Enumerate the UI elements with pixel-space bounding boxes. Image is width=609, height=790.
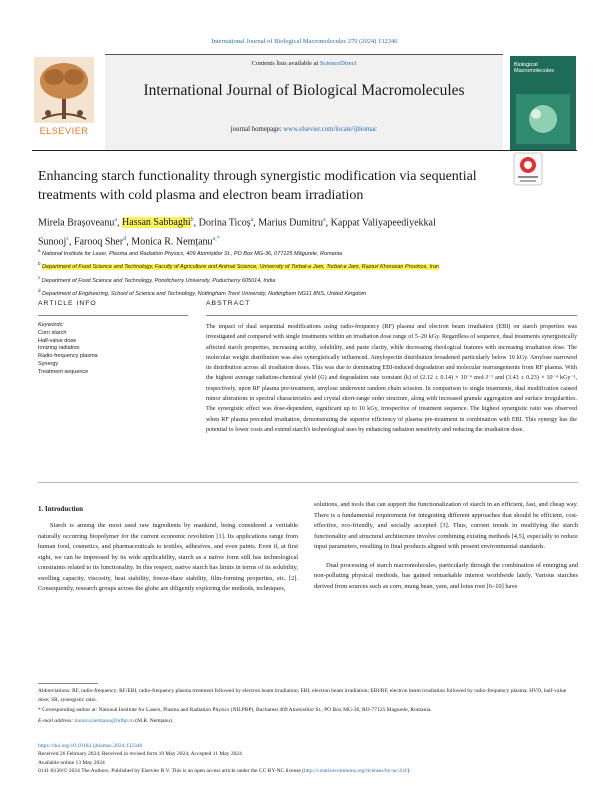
author-affiliation-marker[interactable]: a,* (212, 236, 220, 243)
affiliations (38, 246, 578, 299)
author-separator: , (117, 217, 123, 229)
license-prefix: 0141-8130/© 2024 The Authors. Published by Elsevier B.V. This is an open access article under the CC BY-NC license ( (38, 767, 305, 774)
affiliation-item (38, 259, 578, 272)
check-for-updates-icon[interactable] (513, 152, 543, 186)
received-dates: Received 26 February 2024; Received in revised form 10 May 2024; Accepted 11 May 2024 (38, 751, 242, 758)
affiliation-item (38, 273, 578, 286)
author-affiliation-marker[interactable]: d (123, 236, 127, 243)
author-separator: , (253, 217, 259, 229)
author-affiliation-marker[interactable]: c (66, 236, 70, 243)
abstract-text: The impact of dual sequential modifications using radio-frequency (RF) plasma and electron beam irradiation (EBI) on starch properties was investigated and compared with single treatments within an irradiation dose range of 5–20 kGy. Regardless of sequence, dual treatments synergistically affected starch properties, increasing acidity, solubility, and paste clarity, while decreasing rheological features with increasing irradiation dose. The molecular weight distribution was also synergistically influenced. Amylopectin distribution broadened particularly below 10 kGy. Amylose narrowed its distribution across all irradiation doses. This was due to dominating EBI-induced degradation and molecular rearrangements from RF plasma. With the highest average radiation-chemical yield (G) and degradation rate constant (k) of (2.12 ± 0.14) × 10⁻⁶ mol·J⁻¹ and (3.43 ± 0.23) × 10⁻⁴ kGy⁻¹, respectively, upon RF plasma pre-treatment, amylose underwent random chain scission. In comparison to single treatments, dual modification caused minor alterations in spectral characteristics and crystal short-range order structure, along with increased granule aggregation and surface irregularities. The synergistic effect was dose-dependent, significant up to 10 kGy, irrespective of treatment sequence. The highest synergistic ratio was observed when RF plasma preceded irradiation, demonstrating the superior efficiency of plasma pre-treatment in combination with EBI. This synergy has the potential to lower costs and extend starch's technological uses by enhancing radiation sensitivity and reducing the irradiation dose. (206, 324, 577, 433)
email-link[interactable]: monica.nemtanu@inflpr.ro (74, 717, 134, 724)
author-affiliation-marker[interactable]: a (250, 217, 254, 223)
introduction-heading: 1. Introduction (38, 505, 83, 513)
doi-link[interactable]: https://doi.org/10.1016/j.ijbiomac.2024.132346 (38, 743, 143, 749)
author-name[interactable]: Marius Dumitru (258, 217, 323, 229)
keywords-list (38, 330, 178, 376)
license-link[interactable]: http://creativecommons.org/licenses/by-nc/4.0/ (304, 767, 408, 774)
article-info-rule (38, 315, 188, 316)
abstract-rule (206, 315, 577, 316)
cover-graphic-icon (516, 94, 570, 144)
sciencedirect-link[interactable]: ScienceDirect (319, 60, 357, 67)
article-info-label: ARTICLE INFO (38, 300, 97, 307)
intro-paragraph-1-cont: solutions, and tools that can support the functionalization of starch in an efficient, fast, and cheap way. There is a fundamental requirement for integrating different approaches that should be efficient, cost-effective, eco-friendly, and socially accepted [3]. Thus, current trends in modifying the starch functionality and structural architecture involve combining existing methods [4,5], especially to reduce input parameters, resulting in final products aligned with present environmental standards. (314, 501, 578, 550)
footnotes (38, 687, 578, 727)
keyword-item: Treatment sequence (38, 368, 89, 375)
affiliation-item (38, 286, 578, 299)
homepage-prefix: journal homepage: (230, 126, 284, 133)
email-label: E-mail address: (38, 717, 75, 724)
body-column-right (314, 500, 578, 600)
journal-homepage-link[interactable]: www.elsevier.com/locate/ijbiomac (283, 126, 378, 133)
license-suffix: ). (407, 767, 411, 774)
journal-homepage-line (105, 126, 503, 133)
cover-title: Biological Macromolecules (514, 62, 555, 75)
intro-paragraph-1: Starch is among the most used raw ingredients by mankind, being considered a veritable naturally occurring biopolymer for the current economic revolution [1]. Its applications range from human food, cosmetics, and pharmaceuticals to textiles, adhesives, and even paints. Even if, at first sight, we can be impressed by its wide applicability, starch as a native form still has technological constraints related to its functionality. In this respect, native starch has limits in terms of its solubility, swelling capacity, viscosity, heat stability, freeze-thaw stability, film-forming properties, etc. [2]. Consequently, research groups across the globe are diligently exploring the methods, techniques, (38, 522, 298, 592)
author-list (38, 212, 468, 251)
affiliation-item (38, 246, 578, 259)
affiliation-marker: c (38, 274, 41, 280)
author-name[interactable]: Monica R. Nemțanu (131, 236, 213, 248)
abbreviations-footnote: Abbreviations: RF, radio-frequency; RF/EBI, radio-frequency plasma treatment followed by electron beam irradiation; EBI, electron beam irradiation; EBI/RF, electron beam irradiation followed by radio-frequency plasma; HVD, half-value dose; SR, synergistic ratio. (38, 688, 567, 703)
email-footnote (38, 717, 578, 726)
keyword-item: Ionizing radiation (38, 345, 80, 352)
journal-title: International Journal of Biological Macromolecules (143, 82, 465, 99)
keyword-item: Synergy (38, 360, 59, 367)
journal-citation[interactable]: International Journal of Biological Macromolecules 270 (2024) 132346 (211, 38, 398, 45)
contents-line (105, 60, 503, 67)
author-name[interactable]: Dorina Ticoș (198, 217, 251, 229)
keyword-item: Half-value dose (38, 337, 77, 344)
corresponding-author-footnote: * Corresponding author at: National Institute for Lasers, Plasma and Radiation Physics (NILPRP), Bucharest 409 Atomistilor St., PO Box MG-36, RO-77125 Magurele, Romania. (38, 707, 432, 713)
author-name[interactable]: Mirela Brașoveanu (38, 217, 115, 229)
affiliation-marker: a (38, 248, 41, 253)
author-separator: , (193, 217, 199, 229)
abstract-label: ABSTRACT (206, 300, 251, 307)
affiliation-text: Department of Engineering, School of Science and Technology, Nottingham Trent University, Nottingham NG11 8NS, United Kingdom (42, 290, 367, 297)
author-affiliation-marker[interactable]: a (114, 217, 118, 223)
body-column-left (38, 521, 298, 603)
abstract-bottom-rule (38, 482, 578, 483)
author-name[interactable]: Hassan Sabbaghi (122, 217, 191, 229)
keyword-item: Radio-frequency plasma (38, 353, 98, 360)
author-affiliation-marker[interactable]: b (190, 217, 194, 223)
email-suffix: (M.R. Nemțanu). (133, 717, 174, 724)
footnote-rule (38, 683, 98, 684)
author-separator: , (325, 217, 331, 229)
intro-paragraph-2: Dual processing of starch macromolecules, particularly through the combination of emerging and non-polluting physical methods, has gained remarkable interest worldwide lately. Various starches derived from sources such as corn, mung bean, yam, and lotus root [6–10] have (314, 561, 578, 590)
publication-info (38, 742, 578, 775)
author-affiliation-marker[interactable]: a (323, 217, 326, 223)
affiliation-marker: d (38, 287, 41, 293)
license-line (38, 767, 578, 775)
affiliation-text: Department of Food Science and Technology, Faculty of Agriculture and Animal Science, University of Torbat-e Jam, Torbat-e Jam, Razavi Khorasan Province, Iran (42, 264, 439, 271)
affiliation-text: Department of Food Science and Technology, Pondicherry University, Puducherry 605014, India (41, 277, 276, 284)
publisher-logo-text: ELSEVIER (39, 126, 89, 136)
contents-prefix: Contents lists available at (251, 60, 320, 67)
author-name[interactable]: Kappat Valiyapeediyekkal Sunooj (38, 217, 436, 248)
author-separator: , (126, 236, 132, 248)
article-title: Enhancing starch functionality through synergistic modification via sequential treatments with cold plasma and electron beam irradiation (38, 169, 477, 203)
journal-header-box (105, 54, 503, 151)
header-rule (32, 150, 577, 151)
journal-cover-thumbnail[interactable] (510, 56, 576, 150)
available-online: Available online 13 May 2024 (38, 759, 105, 766)
keyword-item: Corn starch (38, 330, 67, 336)
affiliation-text: National Institute for Laser, Plasma and Radiation Physics, 409 Atomiștilor St., PO Box MG-36, 077125 Măgurele, Romania (42, 250, 343, 257)
author-separator: , (69, 236, 75, 248)
author-name[interactable]: Farooq Sher (74, 236, 124, 248)
affiliation-marker: b (38, 261, 41, 267)
keywords-label: Keywords: (38, 322, 64, 328)
